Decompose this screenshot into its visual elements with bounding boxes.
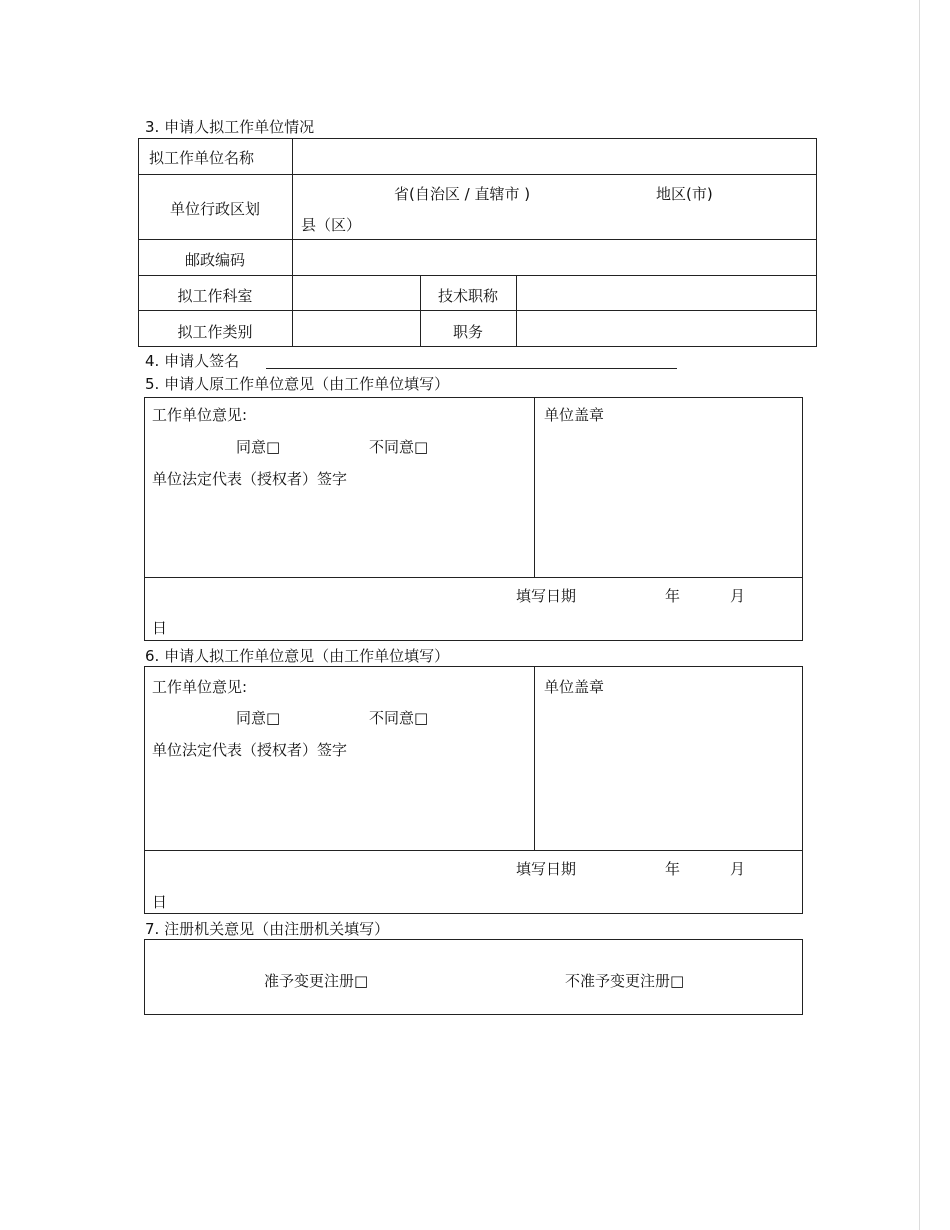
postcode-field[interactable] [296, 244, 812, 270]
disagree-checkbox[interactable]: 不同意□ [369, 438, 429, 456]
position-label: 职务 [452, 323, 483, 341]
month-label: 月 [730, 860, 746, 878]
section5-heading: 5. 申请人原工作单位意见（由工作单位填写） [145, 375, 450, 393]
day-label: 日 [152, 619, 168, 637]
section7-heading: 7. 注册机关意见（由注册机关填写） [145, 920, 390, 938]
date-label: 填写日期 [516, 587, 577, 605]
agree-checkbox[interactable]: 同意□ [236, 709, 281, 727]
box-rule [144, 577, 803, 578]
section6-heading: 6. 申请人拟工作单位意见（由工作单位填写） [145, 647, 450, 665]
dept-field[interactable] [296, 279, 416, 305]
section6-box [144, 666, 803, 914]
province-text: 省(自治区 / 直辖市 ) [394, 185, 531, 203]
day-label: 日 [152, 893, 168, 911]
dept-label: 拟工作科室 [177, 287, 253, 305]
table-rule [516, 275, 517, 347]
year-label: 年 [665, 587, 681, 605]
table-rule [138, 310, 817, 311]
signature-line[interactable] [266, 368, 677, 369]
title-field[interactable] [520, 279, 812, 305]
signature-label: 单位法定代表（授权者）签字 [152, 741, 348, 759]
opinion-label: 工作单位意见: [152, 406, 248, 424]
table-rule [138, 239, 817, 240]
region-label: 单位行政区划 [169, 200, 260, 218]
box-rule [144, 850, 803, 851]
title-label: 技术职称 [437, 287, 498, 305]
agree-checkbox[interactable]: 同意□ [236, 438, 281, 456]
section7-box [144, 939, 803, 1015]
approve-checkbox[interactable]: 准予变更注册□ [264, 972, 369, 990]
section5-box [144, 397, 803, 641]
table-rule [138, 275, 817, 276]
signature-label: 单位法定代表（授权者）签字 [152, 470, 348, 488]
county-text: 县（区） [301, 216, 362, 234]
postcode-label: 邮政编码 [184, 251, 245, 269]
position-field[interactable] [520, 315, 812, 341]
seal-label: 单位盖章 [544, 678, 605, 696]
box-rule [534, 666, 535, 850]
date-label: 填写日期 [516, 860, 577, 878]
section3-heading: 3. 申请人拟工作单位情况 [145, 118, 315, 136]
year-label: 年 [665, 860, 681, 878]
reject-checkbox[interactable]: 不准予变更注册□ [565, 972, 685, 990]
opinion-label: 工作单位意见: [152, 678, 248, 696]
org-name-field[interactable] [296, 144, 812, 170]
table-rule [292, 138, 293, 347]
category-field[interactable] [296, 315, 416, 341]
disagree-checkbox[interactable]: 不同意□ [369, 709, 429, 727]
month-label: 月 [730, 587, 746, 605]
page-edge [919, 0, 920, 1230]
seal-label: 单位盖章 [544, 406, 605, 424]
org-name-label: 拟工作单位名称 [149, 149, 255, 167]
prefecture-text: 地区(市) [656, 185, 713, 203]
category-label: 拟工作类别 [177, 323, 253, 341]
table-rule [138, 174, 817, 175]
box-rule [534, 397, 535, 577]
section4-heading: 4. 申请人签名 [145, 352, 240, 370]
